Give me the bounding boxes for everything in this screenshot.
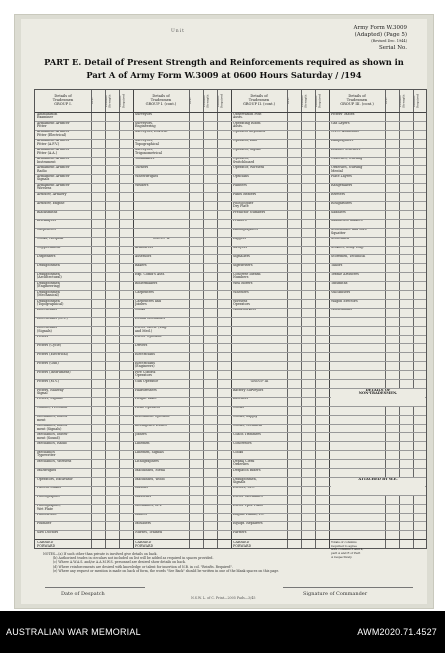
row-divider [35,237,426,238]
trade-label: Armament Artificer Fitter (A.F.V.) [37,139,70,146]
trade-label [233,344,286,352]
group-header: Details of Tradesmen GROUP II. (cont.) [242,94,276,107]
trade-label: Electricians [135,352,155,356]
row-divider [35,317,426,318]
trade-label: Woodworkers [233,308,256,312]
row-divider [35,246,426,247]
group-title: GROUP III [250,379,269,383]
trade-label: Instrument Operator [135,415,170,419]
row-divider [35,210,426,211]
trade-label: Armament Artificer Fitter (Electrical) [37,130,70,137]
note-line: NOTES—(a) If such other than private is involved give details on back. [43,552,158,556]
trade-label [135,202,188,210]
trade-label [331,531,384,539]
sub-column-divider [315,90,316,548]
trade-label: Clerks, Supply [233,415,258,419]
trade-label: Operating Room Assts. [233,121,261,129]
trade-label [331,353,384,361]
trade-label: Engine Hands, I.C. [233,513,265,517]
row-divider [35,201,426,202]
row-divider [35,343,426,344]
form-reference-line: (Adapted) (Page 5) [354,31,407,38]
column-divider [231,90,232,548]
row-divider [35,219,426,220]
trade-label [331,371,384,379]
trade-label: Linemen [135,441,150,445]
trade-label: Artificer, Artillery [37,192,67,196]
row-divider [35,272,426,273]
trade-label: Mechanics Typewriter [37,450,56,458]
date-line [45,587,145,588]
trade-label: Butchers [233,397,249,401]
trade-label: Stokers, Stmy. Eng. [331,246,364,250]
trade-label: Saw Doctors [37,530,59,534]
trade-label [331,335,384,343]
trade-label: Driver-Mech. (Eng. and Med.) [135,326,168,333]
trade-label: Orderlies, Nursing [331,157,363,161]
form-page [14,14,434,609]
trade-label: Fitters' Mates [331,112,355,116]
trade-label: Riveters [331,192,345,196]
trade-label: Gas Layers [331,121,350,125]
trade-label [233,317,286,325]
trade-label [331,513,384,521]
trade-label: Wheelers [233,290,249,294]
trade-label: Fire Control Operators [135,370,156,378]
sub-column-divider [203,90,204,548]
trade-label: Electricians (Signals) [37,326,57,333]
signature-line [283,587,413,588]
trade-label: Surveyors [135,112,152,116]
trade-label: Leather Stitchers [331,148,361,152]
trade-label: Photographer [37,495,61,499]
trade-label [135,228,188,236]
trade-label: Saddletree makers [331,219,363,223]
row-divider [35,148,426,149]
trade-label: Photowriter [37,513,57,517]
trade-label: Draughtsmen (Architectural) [37,272,62,280]
trade-label [233,335,286,343]
trade-label: Sawyers [233,246,248,250]
form-title-line-2: Part A of Army Form W.3009 at 0600 Hours Saturday / /194 [86,70,362,80]
trade-label: Dental Clerk Orderlies [233,459,255,467]
trade-label: Painters [233,183,247,187]
trade-label [331,495,384,503]
trade-label: Welders [135,183,149,187]
trade-label: Toolmakers [135,157,155,161]
row-divider [35,370,426,371]
trade-label: Fitters (M.V.) [37,379,60,383]
trade-label: Fitters, Railway Signal [37,388,64,396]
sub-column-header: W.E. [286,97,290,105]
trade-label [331,433,384,441]
sub-column-header: Reinfts. Required [314,94,322,108]
row-divider [35,130,426,131]
trade-label: Helio Operator [135,406,161,410]
trade-label: Cooks, Hospital [37,237,64,241]
trade-label [331,424,384,432]
trade-label: Armourers [135,246,153,250]
caption-id: AWM2020.71.4527 [357,627,437,637]
row-divider [35,174,426,175]
trade-label: Armament Artificer Wireless [37,183,70,191]
trade-label [331,469,384,477]
trade-label: Cooks [233,450,244,454]
trade-label [331,380,384,388]
trade-label: Surveyors, R.A.S.A. [135,130,168,134]
trade-label: Turners [135,166,149,169]
trade-label: Linemen, Signals [135,450,164,454]
trade-label: Exp. Comd's Asst. [135,272,166,276]
unit-label: Unit [171,29,185,34]
row-divider [35,504,426,505]
trade-label: Operator, Switchboard [233,157,255,164]
signature-label: Signature of Commander [303,591,368,597]
trade-label: Draughtsmen [37,263,60,267]
row-divider [35,157,426,158]
trade-label: Dental Mechanics [135,317,166,321]
trade-label: Clerks, Technical [233,424,262,428]
trade-label: Electricians (Engineers) [135,361,155,369]
note-line: (b) Authorised trades in circulars not included on list will be added as required in spaces provided. [53,556,214,561]
trade-label: Driver Mechanics [233,495,263,499]
row-divider [35,415,426,416]
trade-label: Panel Beaters [233,192,257,196]
trade-label: Concrete Identif. Numbers [233,272,262,280]
row-divider [35,263,426,264]
row-divider [35,432,426,433]
trade-label: Armament Artificer Signals [37,174,70,182]
trade-label: Operator, Lino [233,139,258,143]
trade-label: Mechanics, Instru- ment [37,415,69,422]
sub-column-header: W.E. [188,97,192,105]
group-title: GROUP II. [152,237,171,241]
row-divider [35,352,426,353]
trade-label [233,362,286,370]
trade-label: Intelligence Duties [135,424,167,428]
printer-imprint: N.S.W. L. of C. Print—2005 Pads—3/45 [191,596,256,600]
row-divider [35,335,426,336]
trade-label: Storeholder and Sore Squatter [331,228,367,235]
trade-label: Operators, Excavator [37,477,73,481]
trade-label: Lithographers [135,459,159,463]
trade-label: Drivers [135,344,148,347]
row-divider [35,441,426,442]
trade-label: Armament Artificer Fitter [37,121,70,129]
trade-label [331,504,384,512]
row-divider [35,308,426,309]
group-header: Details of Tradesmen GROUP III. (cont.) [340,94,374,107]
trade-label [331,344,384,352]
trade-label [135,219,188,227]
row-divider [35,121,426,122]
row-divider [35,299,426,300]
trade-label: Well Borers [233,281,253,285]
sub-column-header: Reinfts. Required [216,94,224,108]
row-divider [35,450,426,451]
trade-label: Signallers [233,255,250,258]
trade-label: Battery Surveyors [233,388,264,392]
trade-label: Whitesmiths [331,308,352,312]
trade-label: Electricians [37,308,57,312]
trade-label: Mechanics, Radio [37,441,67,445]
caption-bar [0,611,445,653]
trade-label: Millwrights [37,468,57,472]
trade-label: Coppersmiths [37,246,61,250]
column-divider [329,90,330,548]
row-divider [35,539,426,540]
trade-label: Bakers [135,263,147,267]
note-line: (e) Where any request or mention is made on back of form, the words "See Back" should be written in one of the blank spaces on this page. [53,568,280,573]
form-reference-line: (Revised Dec. 1944) [371,39,407,43]
carried-forward-label: CARRIED FORWARD [37,541,56,548]
trade-label: Armament Artificer Fitter (A.A.) [37,148,70,155]
trade-label: Electricians (M.V.) [37,317,68,321]
trade-label [331,442,384,450]
row-divider [35,379,426,380]
trade-label: Nurses, Trained [135,530,162,534]
sub-column-divider [189,90,190,548]
trade-label: Operator, Signal [233,148,261,152]
trade-label: Armament Artificer Radio [37,166,70,173]
trade-label: Mechanics, Wireless [37,459,72,463]
trade-label: Armament Artificer Instrument [37,157,70,164]
trade-label [233,371,286,379]
trade-label: Coach Trimmers [233,433,261,436]
trade-label: Lamplighters [331,139,354,143]
trade-label: Vulcanisers [331,290,351,294]
row-divider [35,165,426,166]
trade-label: Mechanics, Instru- ment (Sound) [37,433,69,440]
trade-label: Signwriters [233,263,253,267]
trade-label [331,451,384,459]
sub-column-header: W.E. [90,97,94,105]
trade-label: Bricklayers [37,219,56,223]
trade-label: Tinsmiths [331,281,348,285]
trade-label: Gun Operator [135,379,159,383]
trade-label [135,211,188,219]
trade-label [233,353,286,361]
trade-label: Roughriders [331,201,352,205]
form-title-line-1: PART E. Detail of Present Strength and Reinforcements required as shown in [44,57,404,67]
trade-label: Boilermakers [135,281,158,285]
trade-label: Surveyors, Engineering [135,121,156,129]
trade-label: Tailors [331,263,343,267]
note-line: (c) Where A.W.A.S. and/or A.A.M.W.S. personnel are desired show details on back. [53,560,186,565]
trade-label: Carpenters [37,228,56,232]
row-divider [35,290,426,291]
column-divider [133,90,134,548]
trade-label: Observation Post Assts. [233,112,262,120]
trade-label: Radiographers [233,228,258,232]
row-divider [35,361,426,362]
trade-label: Draughtsmen (Engineering) [37,281,61,289]
row-divider [35,459,426,460]
trade-label: Photographer, Wet Plate [37,504,61,511]
trade-label: Storesmen [331,237,349,241]
trade-label: Saddlers [331,210,346,214]
trade-label: Miners [135,513,147,517]
trade-label: Assessors [135,255,152,258]
group-title: DETAILS OF NON-TRADESMEN. [331,389,425,407]
trade-label: Surveyors, Topographical [135,139,159,146]
sub-column-header: Reinfts. Required [412,94,420,108]
trade-label: Fitters (Gun) [37,361,59,365]
trade-label: Hairdressers [135,388,157,392]
carried-forward-label: Totals of columns required to agree with columns 3 and 4, part A and E of Part A respectively. [331,541,364,559]
sub-column-divider [217,90,218,548]
trade-label [331,362,384,370]
note-line: (d) Where reinforcements are desired with knowledge or talent for insertion of N.B. in col. "Reinfts. Required". [53,564,233,569]
trade-label: Textile Artificers [331,272,359,276]
trade-label: Fitters, Signals [37,397,63,401]
trade-label: Equipt. Repairers [233,522,263,525]
form-reference [353,25,407,51]
row-divider [35,530,426,531]
trade-label [331,415,384,423]
row-divider [35,192,426,193]
sub-column-header: Present Strength [202,94,210,108]
sub-column-header: Present Strength [398,94,406,108]
row-divider [35,183,426,184]
form-reference-line: Army Form W.3009 [353,25,407,31]
carried-forward-label: CARRIED FORWARD [135,541,154,548]
trade-label: Printers [233,219,247,223]
row-divider [35,254,426,255]
trade-label: G.P.O. Assistants [331,130,359,134]
row-divider [35,281,426,282]
trade-label: Farriers [233,530,247,534]
trade-label: Driver-Operator [135,335,162,339]
trade-label: Height Taker [135,397,157,401]
trade-label: Operator, Wireless [233,166,265,169]
sub-column-header: Present Strength [300,94,308,108]
trade-label: Operator Keyboard [233,130,266,134]
trade-label: Wireless Operators [233,299,250,307]
trade-label: Masseurs [135,495,152,499]
group-header: Details of Tradesmen GROUP I. (cont.) [145,94,177,107]
trade-label: Dispensers [37,255,56,258]
trade-label: Pattern Maker [37,486,62,490]
sub-column-divider [119,90,120,548]
trade-label: Mechanics, Instru- ment (Signals) [37,424,69,431]
sub-column-divider [105,90,106,548]
trade-label: Blacksmiths [37,210,58,214]
trade-label: Masons [135,486,148,490]
group-title: ATTACHED BY W.E. [331,478,425,496]
trade-label [331,317,384,325]
sub-column-header: Present Strength [104,94,112,108]
trade-label: Plate Layers [331,174,352,178]
trade-label [331,460,384,468]
trade-label: Fitters (Electrical) [37,352,68,356]
trade-label [331,522,384,530]
group-header: Details of Tradesmen GROUP I. [52,94,74,107]
trade-label: Riggers [233,237,246,241]
trade-label: Fitters [37,335,49,339]
trade-label [233,326,286,334]
trade-label [331,406,384,414]
trade-label [135,193,188,201]
sub-column-divider [287,90,288,548]
row-divider [35,468,426,469]
form-reference-line: Serial No. [379,44,407,51]
row-divider [35,521,426,522]
trade-label: Despatch Riders [233,468,261,472]
trade-label: Draughtsmen, Signals [233,477,257,485]
trade-label: Grinder, Precision [37,406,68,410]
trade-label: Plumber [37,522,52,525]
trade-label: Draughtsmen (Topographical) [37,299,64,307]
trade-label [331,326,384,334]
sub-column-divider [301,90,302,548]
sub-column-header: Reinfts. Required [118,94,126,108]
trade-label: Cooks [135,308,146,312]
trade-label: Fitters (Cycle) [37,344,62,347]
row-divider [35,139,426,140]
row-divider [35,424,426,425]
date-of-despatch-label: Date of Despatch [61,591,105,597]
trade-label: Machinists, Metal [135,468,166,472]
trade-label: Photocopier Dry Plate [233,201,254,209]
trade-label: Ammunition Examiner [37,112,58,120]
sub-column-header: W.E. [384,97,388,105]
trade-label: Machinists, Wood [135,477,165,481]
row-divider [35,326,426,327]
trade-label: Artificer, Engine [37,201,65,205]
trade-label: Carpenters and Joiners [135,299,162,307]
trade-label: Surveyors, Trigonometrical [135,148,162,155]
trade-label: Orderlies, Nursing Mental [331,166,363,173]
trade-label: Opticians [233,174,249,178]
sub-column-divider [91,90,92,548]
trade-label: Moulders [135,522,151,525]
carried-forward-label: CARRIED FORWARD [233,541,252,548]
trade-label: Wheelwrights [135,174,159,178]
trade-label: Drivers, M.T. [233,486,255,490]
row-divider [35,513,426,514]
trade-label: Carpenters [135,290,154,294]
trade-label: Mechanics, M.T. [135,504,163,508]
caption-source: AUSTRALIAN WAR MEMORIAL [6,627,141,637]
row-divider [35,228,426,229]
trade-label: Storemen, Technical [331,255,366,258]
trade-label: Rangetakers [331,183,353,187]
trade-label: Wagon Erectors [331,299,358,303]
trade-label: Draughtsmen (Mechanical) [37,290,60,298]
form-paper [21,19,427,604]
trade-label: Fitters (Instrument) [37,370,71,374]
trade-label: Joiners [135,433,147,436]
trade-label: Driver Tpts. Plant [233,504,263,508]
trade-label: Clerks [233,406,244,410]
trade-label: Predictor Numbers [233,210,266,214]
notes-block [43,552,279,573]
trade-label: Concretors [233,441,252,445]
row-divider [35,112,426,113]
